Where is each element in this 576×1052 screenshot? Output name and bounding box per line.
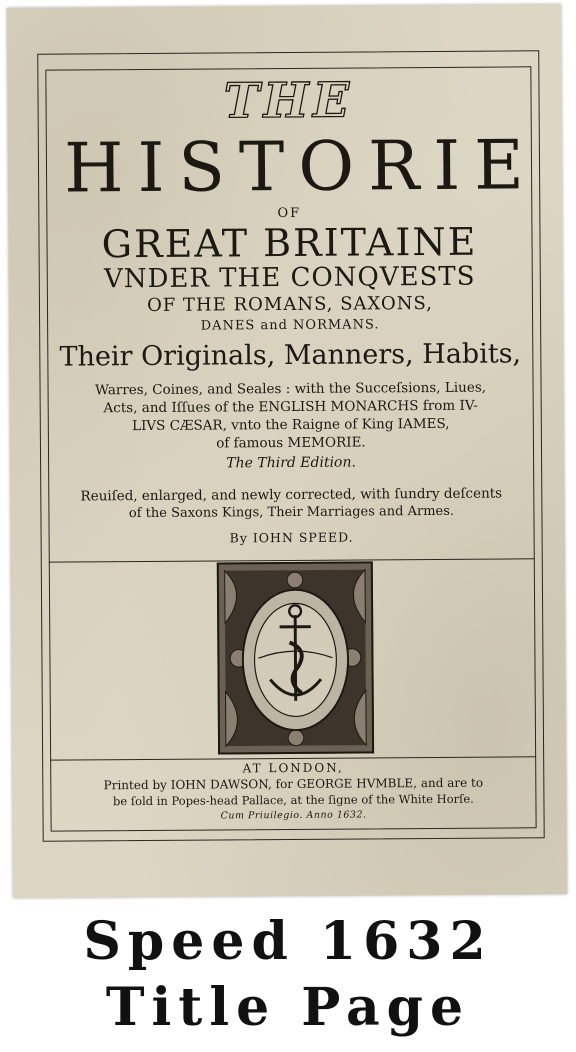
revised-line: Reuiſed, enlarged, and newly corrected, with ſundry deſcents: [80, 485, 503, 505]
heading-the: THE: [223, 72, 354, 130]
heading-historie: HISTORIE: [63, 126, 539, 209]
imprint-line: be ſold in Popes-head Pallace, at the ſigne of the White Horſe.: [112, 791, 474, 809]
anchor-dolphin-icon: [219, 563, 372, 752]
printer-device-emblem: [217, 561, 374, 754]
description-line: of famous MEMORIE.: [216, 434, 366, 452]
imprint-line: AT LONDON,: [242, 760, 344, 776]
heading-romans-saxons: OF THE ROMANS, SAXONS,: [146, 292, 434, 316]
description-line: Acts, and Iſſues of the ENGLISH MONARCHS from IV-: [103, 397, 478, 417]
heading-of: OF: [277, 205, 302, 222]
heading-danes-normans: DANES and NORMANS.: [200, 317, 380, 334]
author-line: By IOHN SPEED.: [229, 529, 354, 546]
edition-note: The Third Edition.: [226, 454, 356, 472]
caption-line-1: Speed 1632: [83, 911, 493, 972]
heading-great-britaine: GREAT BRITAINE: [101, 219, 478, 267]
caption-line-2: Title Page: [105, 977, 471, 1038]
subtitle-originals: Their Originals, Manners, Habits,: [59, 338, 522, 373]
heading-under-conquests: VNDER THE CONQVESTS: [103, 261, 476, 295]
description-line: Warres, Coines, and Seales : with the Succeſsions, Liues,: [95, 379, 487, 399]
imprint-line: Cum Priuilegio. Anno 1632.: [220, 809, 367, 822]
revised-line: of the Saxons Kings, Their Marriages and Armes.: [128, 503, 455, 522]
title-page-sheet: [7, 4, 567, 898]
imprint-line: Printed by IOHN DAWSON, for GEORGE HVMBLE, and are to: [103, 775, 484, 793]
description-line: LIVS CÆSAR, vnto the Raigne of King IAMES,: [132, 415, 450, 435]
